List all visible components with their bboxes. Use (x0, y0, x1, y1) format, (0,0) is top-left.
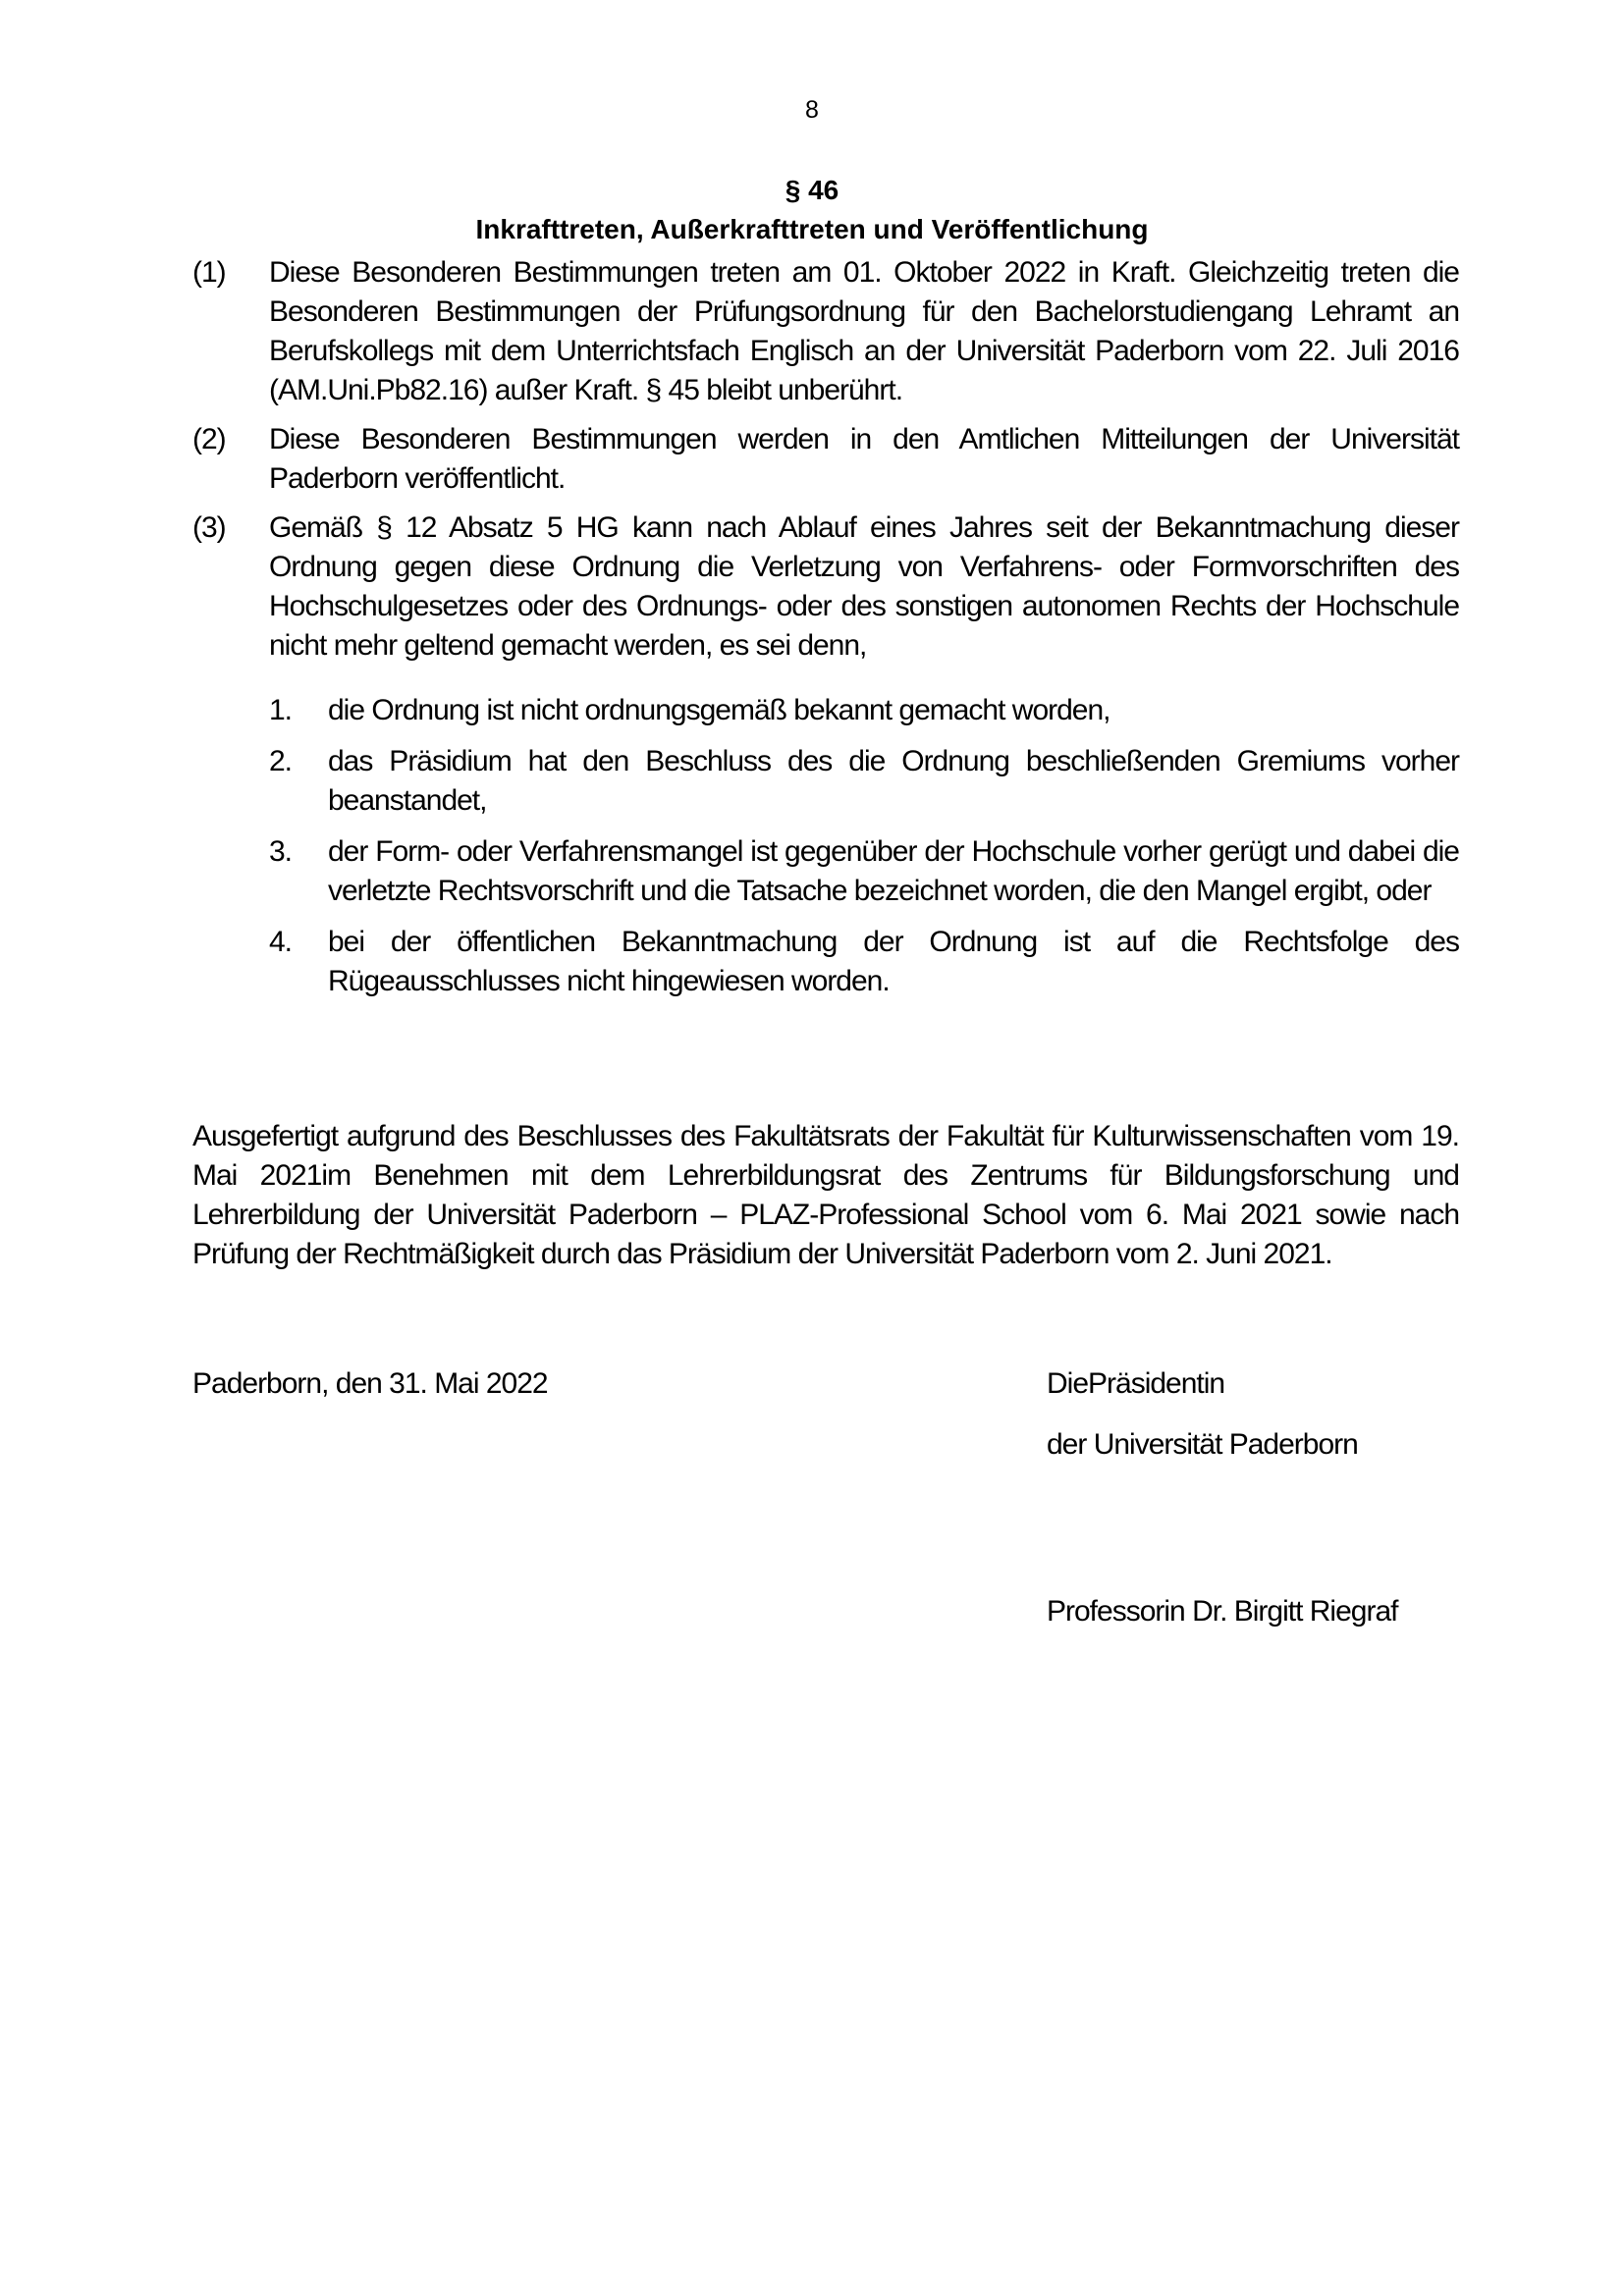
list-item-number: 1. (269, 694, 293, 726)
signature-block (1047, 1364, 1358, 1465)
section-number: § 46 (785, 175, 839, 205)
section-heading (0, 171, 1624, 249)
signatory-title: DiePräsidentin (1047, 1367, 1225, 1400)
list-item-text: die Ordnung ist nicht ordnungsgemäß bekannt gemacht worden, (328, 694, 1110, 726)
list-item-1 (269, 691, 1459, 730)
page-number: 8 (805, 96, 819, 124)
paragraph-2 (192, 420, 1459, 499)
paragraph-3 (192, 508, 1459, 666)
paragraph-text: Diese Besonderen Bestimmungen werden in den Amtlichen Mitteilungen der Universität Paderborn veröffentlicht. (269, 423, 1459, 495)
signatory-institution: der Universität Paderborn (1047, 1428, 1358, 1461)
list-item-2 (269, 742, 1459, 821)
closing-paragraph: Ausgefertigt aufgrund des Beschlusses des Fakultätsrats der Fakultät für Kulturwissenschaften vom 19. Mai 2021im Benehmen mit dem Lehrerbildungsrat des Zentrums für Bildungsforschung und Lehrerbildung der Universität Paderborn – PLAZ-Professional School vom 6. Mai 2021 sowie nach Prüfung der Rechtmäßigkeit durch das Präsidium der Universität Paderborn vom 2. Juni 2021. (192, 1120, 1459, 1270)
list-item-number: 2. (269, 745, 293, 777)
list-item-text: das Präsidium hat den Beschluss des die Ordnung beschließenden Gremiums vorher beanstandet, (328, 745, 1459, 817)
list-item-number: 3. (269, 835, 293, 868)
list-item-4 (269, 923, 1459, 1001)
section-title: Inkrafttreten, Außerkrafttreten und Veröffentlichung (475, 214, 1149, 244)
paragraph-number: (3) (192, 511, 226, 544)
list-item-text: bei der öffentlichen Bekanntmachung der Ordnung ist auf die Rechtsfolge des Rügeausschlusses nicht hingewiesen worden. (328, 926, 1459, 997)
list-item-number: 4. (269, 926, 293, 958)
paragraph-text: Gemäß § 12 Absatz 5 HG kann nach Ablauf eines Jahres seit der Bekanntmachung dieser Ordnung gegen diese Ordnung die Verletzung von Verfahrens- oder Formvorschriften des Hochschulgesetzes oder des Ordnungs- oder des sonstigen autonomen Rechts der Hochschule nicht mehr geltend gemacht werden, es sei denn, (269, 511, 1459, 662)
paragraph-number: (2) (192, 423, 226, 455)
paragraph-1 (192, 253, 1459, 410)
paragraph-text: Diese Besonderen Bestimmungen treten am 01. Oktober 2022 in Kraft. Gleichzeitig treten die Besonderen Bestimmungen der Prüfungsordnung für den Bachelorstudiengang Lehramt an Berufskollegs mit dem Unterrichtsfach Englisch an der Universität Paderborn vom 22. Juli 2016 (AM.Uni.Pb82.16) außer Kraft. § 45 bleibt unberührt. (269, 256, 1459, 406)
place-and-date: Paderborn, den 31. Mai 2022 (192, 1367, 548, 1400)
list-item-3 (269, 832, 1459, 911)
signatory-name: Professorin Dr. Birgitt Riegraf (1047, 1595, 1398, 1628)
paragraph-number: (1) (192, 256, 226, 289)
list-item-text: der Form- oder Verfahrensmangel ist gegenüber der Hochschule vorher gerügt und dabei die verletzte Rechtsvorschrift und die Tatsache bezeichnet worden, die den Mangel ergibt, oder (328, 835, 1459, 907)
